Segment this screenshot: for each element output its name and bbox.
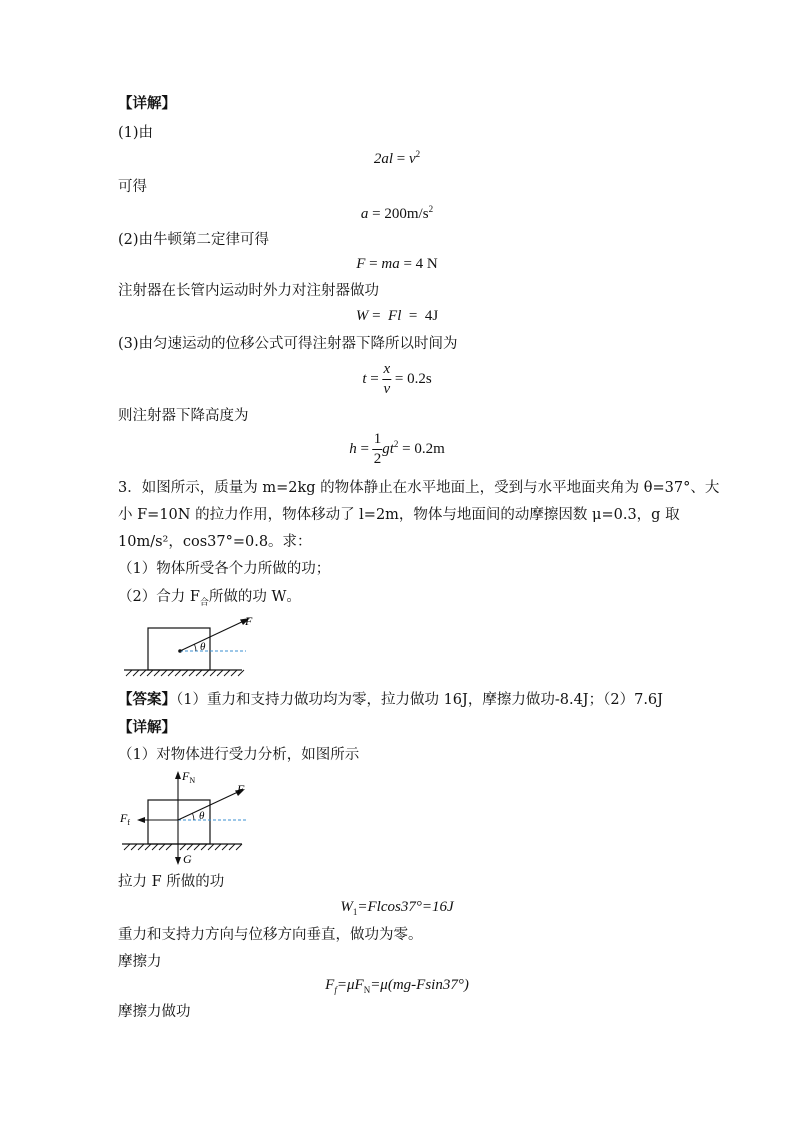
question-3-line-1: 3．如图所示，质量为 m=2kg 的物体静止在水平地面上，受到与水平地面夹角为 θ=37°、大 bbox=[118, 480, 720, 496]
equation-6: h = $\frac{1}{2}$ $gt^2 = 0.2m$ bbox=[349, 431, 445, 467]
friction-arrow-head bbox=[137, 817, 145, 823]
normal-force-label: $F_N$ bbox=[182, 769, 196, 785]
equation-2: $a = 200m/s^2$ bbox=[360, 204, 434, 222]
figure-2-force-diagram bbox=[118, 768, 268, 868]
detail-4: 摩擦力 bbox=[118, 954, 162, 970]
equation-5: t = $\frac{x}{v}$ = 0.2s bbox=[362, 361, 432, 397]
friction-label: $F_f$ bbox=[120, 811, 131, 827]
question-3-sub-2: （2）合力 $F_合$所做的功 W。 bbox=[118, 589, 301, 608]
equation-4: W = Fl = 4J bbox=[355, 308, 439, 324]
normal-force-arrow-head bbox=[175, 771, 181, 779]
detail-2: 拉力 F 所做的功 bbox=[118, 874, 225, 890]
part3-intro: (3)由匀速运动的位移公式可得注射器下降所以时间为 bbox=[118, 336, 458, 352]
part2-text: 注射器在长管内运动时外力对注射器做功 bbox=[118, 283, 379, 299]
part2-intro: (2)由牛顿第二定律可得 bbox=[118, 232, 270, 248]
part1-then: 可得 bbox=[118, 179, 147, 195]
part1-intro: (1)由 bbox=[118, 125, 154, 141]
equation-7: $W_1=Flcos37^\circ=16J$ bbox=[340, 899, 454, 917]
force-arrow-line bbox=[178, 791, 240, 820]
force-label: F bbox=[245, 614, 253, 628]
question-3-sub-1: （1）物体所受各个力所做的功； bbox=[118, 561, 331, 577]
detail-heading: 【详解】 bbox=[118, 95, 176, 112]
angle-arc bbox=[195, 645, 197, 652]
angle-arc bbox=[193, 814, 195, 821]
detail-5: 摩擦力做功 bbox=[118, 1004, 191, 1020]
equation-1: $2al = v^2$ bbox=[373, 149, 421, 167]
detail-3: 重力和支持力方向与位移方向垂直，做功为零。 bbox=[118, 927, 423, 943]
figure-1-block-diagram bbox=[118, 610, 268, 680]
detail-heading-2: 【详解】 bbox=[118, 719, 176, 736]
force-label: F bbox=[237, 782, 245, 796]
part3-text: 则注射器下降高度为 bbox=[118, 408, 249, 424]
answer-tag: 【答案】 bbox=[118, 691, 176, 708]
block bbox=[148, 800, 210, 844]
detail-1: （1）对物体进行受力分析，如图所示 bbox=[118, 747, 360, 763]
gravity-arrow-head bbox=[175, 857, 181, 865]
answer-text: （1）重力和支持力做功均为零，拉力做功 16J，摩擦力做功-8.4J；（2）7.6J bbox=[176, 692, 663, 708]
angle-label: θ bbox=[200, 641, 206, 653]
gravity-label: G bbox=[183, 852, 192, 866]
ground-hatch bbox=[126, 670, 244, 676]
equation-8: $F_f=\mu F_N=\mu(mg-Fsin37^\circ)$ bbox=[325, 977, 469, 995]
ground-hatch bbox=[124, 844, 242, 850]
equation-3: F = ma = 4 N bbox=[356, 256, 438, 272]
question-3-line-3: 10m/s²，cos37°=0.8。求： bbox=[118, 534, 312, 550]
force-arrow-line bbox=[180, 620, 246, 651]
angle-label: θ bbox=[199, 810, 205, 822]
question-3-line-2: 小 F=10N 的拉力作用，物体移动了 l=2m，物体与地面间的动摩擦因数 μ=0.3，g 取 bbox=[118, 507, 680, 523]
answer-line bbox=[118, 690, 663, 710]
